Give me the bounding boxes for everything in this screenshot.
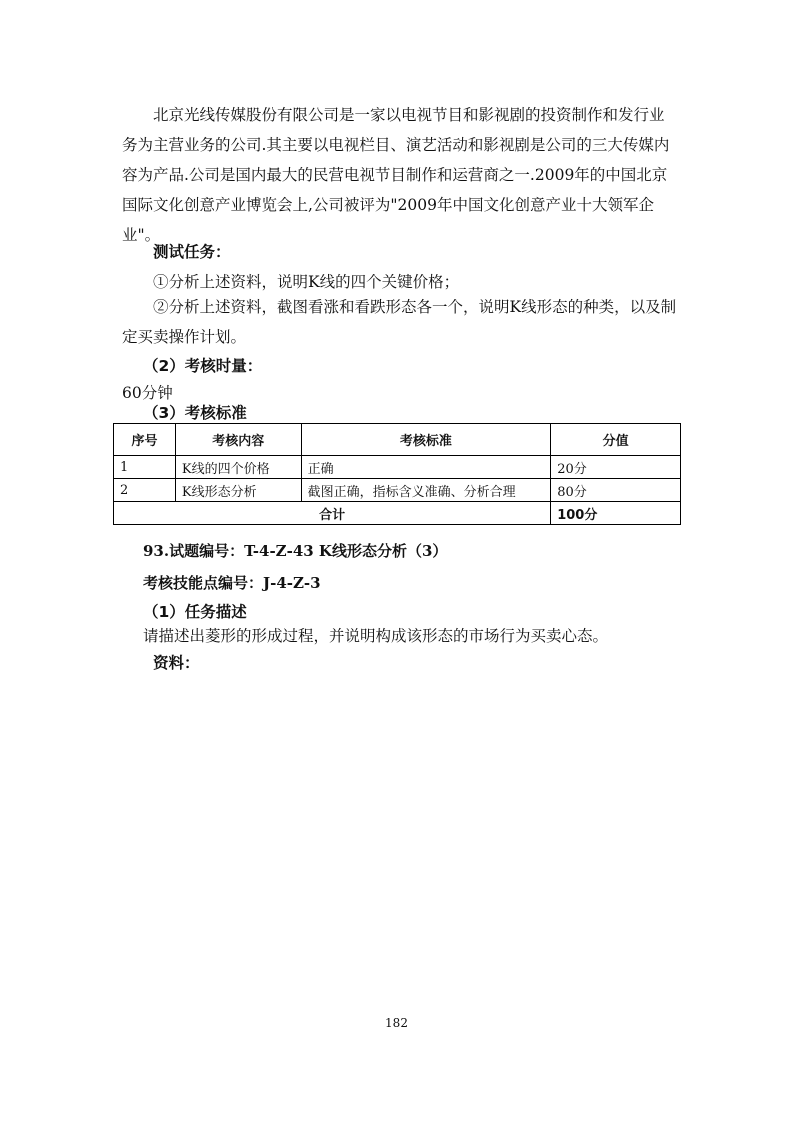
table-cell: 1 (114, 456, 176, 479)
section-heading-standards: （3）考核标准 (143, 404, 247, 422)
task-description: 请描述出菱形的形成过程，并说明构成该形态的市场行为买卖心态。 (143, 627, 609, 645)
task-description-heading: （1）任务描述 (143, 603, 247, 621)
table-cell: 截图正确，指标含义准确、分析合理 (301, 479, 551, 502)
duration-value: 60分钟 (122, 384, 173, 402)
section-heading-duration: （2）考核时量： (143, 357, 263, 375)
column-header-content: 考核内容 (175, 424, 301, 456)
page-number: 182 (385, 1016, 408, 1030)
total-label: 合计 (114, 502, 551, 525)
table-total-row (114, 502, 681, 525)
table-row (114, 479, 681, 502)
scoring-table (113, 423, 681, 525)
table-header-row (114, 424, 681, 456)
column-header-score: 分值 (551, 424, 681, 456)
task-item-1: ①分析上述资料，说明K线的四个关键价格； (153, 273, 460, 291)
table-cell: K线形态分析 (175, 479, 301, 502)
task-heading: 测试任务： (153, 243, 231, 261)
table-row (114, 456, 681, 479)
table-cell: K线的四个价格 (175, 456, 301, 479)
table-cell: 正确 (301, 456, 551, 479)
materials-heading: 资料： (153, 654, 200, 672)
table-cell: 20分 (551, 456, 681, 479)
column-header-number: 序号 (114, 424, 176, 456)
intro-paragraph: 北京光线传媒股份有限公司是一家以电视节目和影视剧的投资制作和发行业务为主营业务的公司.其主要以电视栏目、演艺活动和影视剧是公司的三大传媒内容为产品.公司是国内最大的民营电视节目制作和运营商之一.2009年的中国北京国际文化创意产业博览会上,公司被评为"2009年中国文化创意产业十大领军企业"。 (122, 106, 670, 244)
question-title: 93.试题编号：T-4-Z-43 K线形态分析（3） (143, 542, 448, 560)
total-value: 100分 (551, 502, 681, 525)
skill-code: 考核技能点编号：J-4-Z-3 (143, 574, 321, 592)
column-header-standard: 考核标准 (301, 424, 551, 456)
task-item-2: ②分析上述资料，截图看涨和看跌形态各一个，说明K线形态的种类，以及制定买卖操作计划。 (122, 298, 677, 346)
table-cell: 80分 (551, 479, 681, 502)
table-cell: 2 (114, 479, 176, 502)
